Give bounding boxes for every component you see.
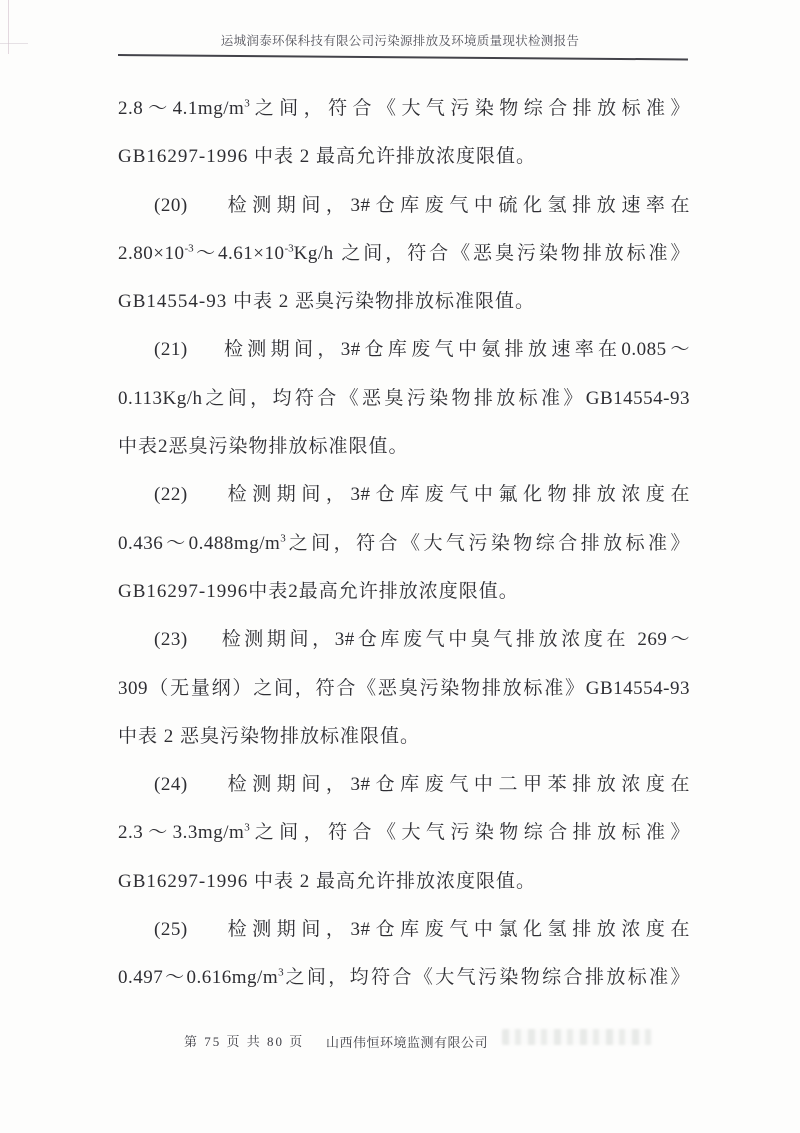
body-line [118,616,690,664]
line-text: (24) 检测期间，3#仓库废气中二甲苯排放浓度在 [154,774,690,796]
line-text: GB14554-93 中表 2 恶臭污染物排放标准限值。 [118,291,535,313]
line-text: 0.436～0.488mg/m [118,532,281,554]
body-line [118,375,690,423]
body-line [118,230,690,278]
document-body [118,85,690,1003]
line-text: GB16297-1996 中表 2 最高允许排放浓度限值。 [118,146,536,168]
superscript-text: 3 [244,97,250,110]
paragraph [118,616,690,761]
body-line [118,713,690,761]
body-line [118,133,690,181]
line-text: ～4.61×10 [193,242,285,264]
superscript-text: -3 [284,242,294,255]
body-line [118,568,690,616]
line-text: 之间，符合《大气污染物综合排放标准》 [249,822,690,844]
line-text: 309（无量纲）之间，符合《恶臭污染物排放标准》GB14554-93 [118,677,690,699]
line-text: 2.80×10 [118,242,185,264]
body-line [118,85,690,133]
footer-company-name: 山西伟恒环境监测有限公司 [326,1035,489,1050]
paragraph [118,761,690,906]
body-line [118,761,690,809]
line-text: 之间，符合《大气污染物综合排放标准》 [249,98,690,119]
body-line [118,423,690,471]
body-line [118,520,690,568]
page-header-title: 运城润泰环保科技有限公司污染源排放及环境质量现状检测报告 [220,34,580,48]
header-rule [118,54,688,60]
paragraph [118,906,690,1003]
body-line [118,182,690,230]
superscript-text: 3 [278,967,284,980]
body-line [118,278,690,326]
body-line [118,906,690,954]
body-line [118,471,690,519]
line-text: 2.3～3.3mg/m [118,822,245,844]
body-line [118,809,690,857]
paragraph [118,182,690,327]
line-text: GB16297-1996 中表 2 最高允许排放浓度限值。 [118,870,536,892]
line-text: GB16297-1996中表2最高允许排放浓度限值。 [118,580,519,602]
faint-scan-stamp-artifact [502,1029,652,1045]
line-text: (20) 检测期间，3#仓库废气中硫化氢排放速率在 [154,194,690,216]
body-line [118,326,690,374]
paragraph [118,471,690,616]
line-text: 0.497～0.616mg/m [118,967,279,989]
footer-page-number: 第 75 页 共 80 页 [184,1034,305,1049]
line-text: (22) 检测期间，3#仓库废气中氟化物排放浓度在 [154,484,690,506]
line-text: 之间，均符合《大气污染物综合排放标准》 [283,967,690,989]
line-text: 中表2恶臭污染物排放标准限值。 [118,436,409,458]
superscript-text: 3 [280,532,286,545]
line-text: 之间，符合《大气污染物综合排放标准》 [285,532,690,554]
line-text: 中表 2 恶臭污染物排放标准限值。 [118,725,421,747]
paragraph [118,85,690,182]
line-text: 0.113Kg/h之间，均符合《恶臭污染物排放标准》GB14554-93 [118,387,690,409]
line-text: 2.8～4.1mg/m [118,98,245,119]
superscript-text: 3 [244,822,250,835]
line-text: Kg/h 之间，符合《恶臭污染物排放标准》 [293,242,690,264]
line-text: (23) 检测期间，3#仓库废气中臭气排放浓度在 269～ [154,629,690,651]
body-line [118,858,690,906]
body-line [118,665,690,713]
line-text: (25) 检测期间，3#仓库废气中氯化氢排放浓度在 [154,919,690,941]
line-text: (21) 检测期间，3#仓库废气中氨排放速率在0.085～ [154,339,690,361]
body-line [118,954,690,1002]
superscript-text: -3 [184,242,194,255]
paragraph [118,326,690,471]
